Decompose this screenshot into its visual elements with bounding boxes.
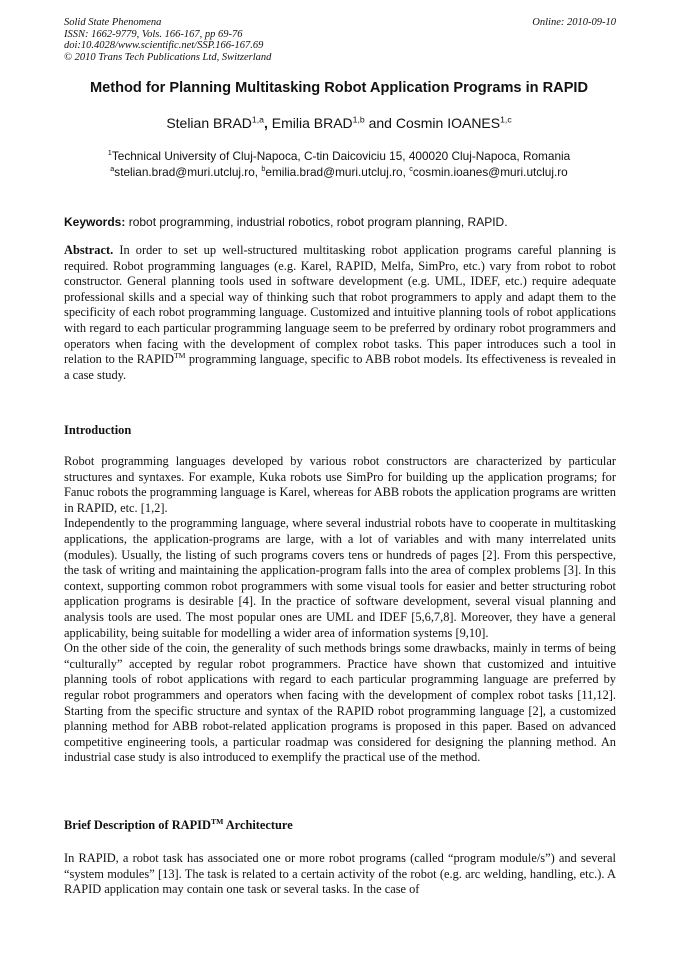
body-paragraph: Independently to the programming language, where several industrial robots have to cooperate in multitasking applications, the application-programs are large, with a lot of variables and with many interrelated units (modules). Usually, the listing of such programs covers tens or hundreds of pages [2]. From this perspective, the task of writing and maintaining the application-program falls into the area of complex problems [3]. In this context, supporting common robot programmers with some visual tools for easier and better structuring robot application programs is desirable [4]. In the practice of software development, several visual planning and analysis tools are used. The most popular ones are UML and IDEF [5,6,7,8]. Moreover, they have a general applicability, being suitable for modelling a wider area of information systems [9,10]. xyxy=(64,516,616,640)
email-address: stelian.brad@muri.utcluj.ro xyxy=(114,165,255,179)
abstract-text: In order to set up well-structured multitasking robot application programs careful planning is required. Robot programming languages (e.g. Karel, RAPID, Melfa, SimPro, etc.) vary from robot to robot constructor. General planning tools used in software development (e.g. UML, IDEF, etc.) require adequate professional skills and a special way of thinking such that robot programmers to apply and adapt them to the specificity of each robot programming language. Customized and intuitive planning tools of robot applications with regard to each particular programming language seem to be preferred by ordinary robot programmers and operators when facing with the development of complex robot tasks. This paper introduces such a tool in relation to the RAPID xyxy=(64,243,616,367)
journal-name: Solid State Phenomena xyxy=(64,17,162,28)
keywords xyxy=(64,215,616,229)
abstract-label: Abstract. xyxy=(64,243,114,257)
author-separator: , xyxy=(263,115,268,131)
affiliation-line xyxy=(40,148,638,164)
email-sup: a xyxy=(110,164,115,174)
body-paragraph: In RAPID, a robot task has associated one or more robot programs (called “program module/s”) and several “system modules” [13]. The task is related to a certain activity of the robot (e.g. arc welding, handling, etc.). A RAPID application may contain one task or several tasks. In the case of xyxy=(64,851,616,897)
abstract-text-end: programming language, specific to ABB robot models. Its effectiveness is revealed in a case study. xyxy=(64,352,617,382)
journal-issn: ISSN: 1662-9779, Vols. 166-167, pp 69-76 xyxy=(64,28,243,40)
author-name: Stelian BRAD xyxy=(166,115,252,131)
affiliations xyxy=(40,148,638,180)
journal-doi: doi:10.4028/www.scientific.net/SSP.166-167.69 xyxy=(64,40,264,51)
author-sup: 1,c xyxy=(500,114,512,125)
paper-title: Method for Planning Multitasking Robot Application Programs in RAPID xyxy=(89,80,589,96)
email-sup: c xyxy=(409,164,413,174)
author-and: and xyxy=(368,115,392,131)
section-heading-brief-description xyxy=(64,818,616,833)
email-address: emilia.brad@muri.utcluj.ro xyxy=(265,165,403,179)
author-sup: 1,b xyxy=(352,114,365,125)
author-list xyxy=(40,115,638,131)
body-paragraph: On the other side of the coin, the generality of such methods brings some drawbacks, mainly in terms of being “culturally” accepted by regular robot programmers. Practice have shown that customized and intuitive planning tools of robot applications with regard to each particular programming language are preferred by regular robot programmers and operators when facing with the development of complex robot tasks [11,12]. Starting from the specific structure and syntax of the RAPID robot programming language [2], a customized planning method for ABB robot-related application programs is proposed in this paper. Based on advanced competitive engineering tools, a particular roadmap was considered for designing the planning method. An industrial case study is also introduced to exemplify the practical use of the method. xyxy=(64,641,616,765)
section-heading-introduction: Introduction xyxy=(64,423,132,437)
introduction-body xyxy=(64,454,616,766)
keywords-label: Keywords: xyxy=(64,215,126,229)
author-sup: 1,a xyxy=(251,114,264,125)
email-line xyxy=(40,164,638,180)
journal-copyright: © 2010 Trans Tech Publications Ltd, Switzerland xyxy=(64,51,272,63)
affiliation-text: Technical University of Cluj-Napoca, C-tin Daicoviciu 15, 400020 Cluj-Napoca, Romania xyxy=(111,149,571,163)
email-separator: , xyxy=(254,165,262,179)
author-name: Emilia BRAD xyxy=(271,115,353,131)
body-paragraph: Robot programming languages developed by various robot constructors are characterized by particular structures and syntaxes. For example, Kuka robots use SimPro for building up the application programs; for Fanuc robots the programming language is Karel, whereas for ABB robots the application programs are written in RAPID, etc. [1,2]. xyxy=(64,454,616,515)
trademark-sup: TM xyxy=(210,816,224,826)
journal-header xyxy=(64,17,616,63)
trademark-sup: TM xyxy=(173,351,186,361)
email-separator: , xyxy=(402,165,410,179)
heading-text: Brief Description of RAPID xyxy=(64,818,211,832)
email-sup: b xyxy=(261,164,266,174)
abstract xyxy=(64,243,616,383)
heading-text-end: Architecture xyxy=(223,818,293,832)
keywords-text: robot programming, industrial robotics, robot program planning, RAPID. xyxy=(128,215,508,229)
online-date: Online: 2010-09-10 xyxy=(532,17,616,28)
email-address: cosmin.ioanes@muri.utcluj.ro xyxy=(412,165,568,179)
author-name: Cosmin IOANES xyxy=(395,115,501,131)
affiliation-sup: 1 xyxy=(107,148,112,158)
